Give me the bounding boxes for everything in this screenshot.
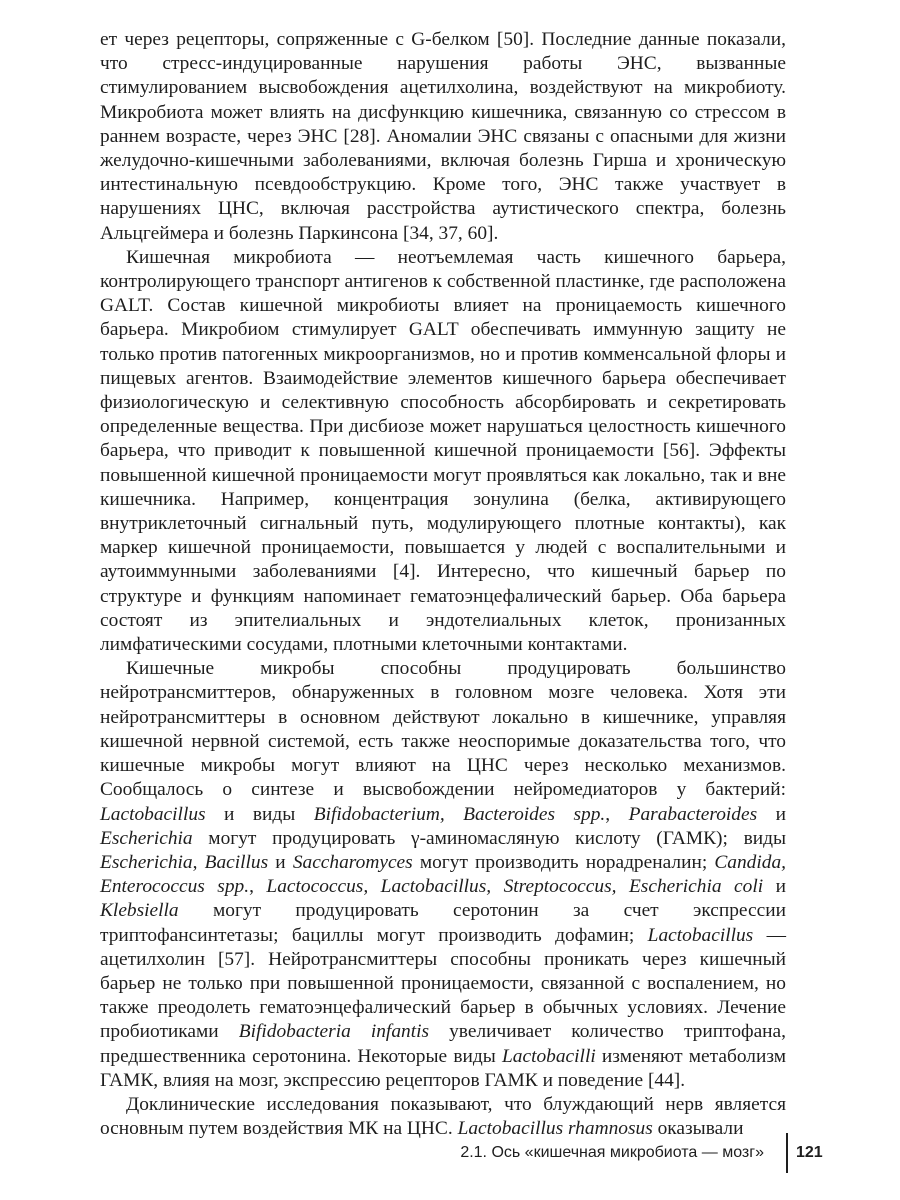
text-run: Кишечные микробы способны продуцировать большинство нейротрансмиттеров, обнаруженных в головном мозге человека. Хотя эти нейротрансмиттеры в основном действуют локально в кишечнике, управляя кишечной нервной системой, есть также неоспоримые доказательства того, что кишечные микробы могут влияют на ЦНС через несколько механизмов. Сообщалось о синтезе и высвобождении нейромедиаторов у бактерий:: [100, 658, 786, 801]
paragraph: [100, 28, 786, 246]
page-footer: [420, 1133, 786, 1173]
text-run: увеличивает количество триптофана, предшественника серотонина. Некоторые виды: [100, 1021, 787, 1067]
footer-divider: [786, 1133, 788, 1173]
text-run: Доклинические исследования показывают, что блуждающий нерв является основным путем воздействия МК на ЦНС.: [100, 1093, 786, 1140]
italic-term: Escherichia: [100, 851, 193, 873]
text-run: Кишечная микробиота — неотъемлемая часть кишечного барьера, контролирующего транспорт антигенов к собственной пластинке, где расположена GALT. Состав кишечной микробиоты влияет на проницаемость кишечного барьера. Микробиом стимулирует GALT обеспечивать иммунную защиту не только против патогенных микроорганизмов, но и против комменсальной флоры и пищевых агентов. Взаимодействие элементов кишечного барьера обеспечивает физиологическую и селективную способность абсорбировать и секретировать определенные вещества. При дисбиозе может нарушаться целостность кишечного барьера, что приводит к повышенной кишечной проницаемости [56]. Эффекты повышенной кишечной проницаемости могут проявляться как локально, так и вне кишечника. Например, концентрация зонулина (белка, активирующего внутриклеточный сигнальный путь, модулирующего плотные контакты), как маркер кишечной проницаемости, повышается у людей с воспалительными и аутоиммунными заболеваниями [4]. Интересно, что кишечный барьер по структуре и функциям напоминает гематоэнцефалический барьер. Оба барьера состоят из эпителиальных и эндотелиальных клеток, пронизанных лимфатическими сосудами, плотными клеточными контактами.: [100, 246, 786, 656]
italic-term: Parabacteroides: [628, 803, 758, 825]
running-title: 2.1. Ось «кишечная микробиота — мозг»: [460, 1144, 764, 1161]
paragraph: [100, 246, 786, 657]
page-number: 121: [796, 1144, 823, 1161]
italic-term: Lactobacilli: [502, 1045, 596, 1067]
italic-term: Lactobacillus: [647, 924, 754, 946]
text-run: — ацетилхолин [57]. Нейротрансмиттеры способны проникать через кишечный барьер не только при повышенной проницаемости, связанной с воспалением, но также преодолеть гематоэнцефалический барьер в обычных условиях. Лечение пробиотиками: [100, 924, 786, 1043]
text-run: и виды: [205, 803, 314, 825]
text-run: и: [763, 876, 786, 898]
italic-term: Lactococcus, Lactobacillus, Streptococcus, Escherichia coli: [266, 876, 764, 898]
italic-term: Klebsiella: [100, 900, 179, 922]
italic-term: Lactobacillus rhamnosus: [457, 1118, 653, 1140]
text-run: ,: [249, 876, 267, 898]
text-run: ет через рецепторы, сопряженные с G-белком [50]. Последние данные показали, что стресс-индуцированные нарушения работы ЭНС, вызванные стимулированием высвобождения ацетилхолина, воздействуют на микробиоту. Микробиота может влиять на дисфункцию кишечника, связанную со стрессом в раннем возрасте, через ЭНС [28]. Аномалии ЭНС связаны с опасными для жизни желудочно-кишечными заболеваниями, включая болезнь Гирша и хроническую интестинальную псевдообструкцию. Кроме того, ЭНС также участвует в нарушениях ЦНС, включая расстройства аутистического спектра, болезнь Альцгеймера и болезнь Паркинсона [34, 37, 60].: [100, 29, 786, 244]
italic-term: Lactobacillus: [100, 803, 206, 825]
text-run: ,: [605, 803, 629, 825]
text-run: могут продуцировать γ-аминомасляную кислоту (ГАМК); виды: [192, 827, 786, 849]
text-run: и: [757, 803, 787, 825]
text-run: изменяют метаболизм ГАМК, влияя на мозг, экспрессию рецепторов ГАМК и поведение [44].: [100, 1045, 786, 1091]
text-run: могут продуцировать серотонин за счет экспрессии триптофансинтетазы; бациллы могут производить дофамин;: [100, 900, 786, 946]
italic-term: Saccharomyces: [292, 851, 413, 873]
page-body: [100, 28, 786, 1141]
italic-term: Candida, Enterococcus spp.: [100, 851, 786, 898]
text-run: ,: [192, 851, 205, 873]
italic-term: Bacillus: [204, 851, 269, 873]
text-run: оказывали: [652, 1118, 744, 1140]
text-run: могут производить норадреналин;: [412, 851, 715, 873]
italic-term: Bifidobacteria infantis: [238, 1021, 430, 1043]
paragraph: [100, 657, 786, 1093]
italic-term: Bifidobacterium, Bacteroides spp.: [313, 803, 606, 825]
text-run: и: [268, 851, 293, 873]
italic-term: Escherichia: [100, 827, 193, 849]
